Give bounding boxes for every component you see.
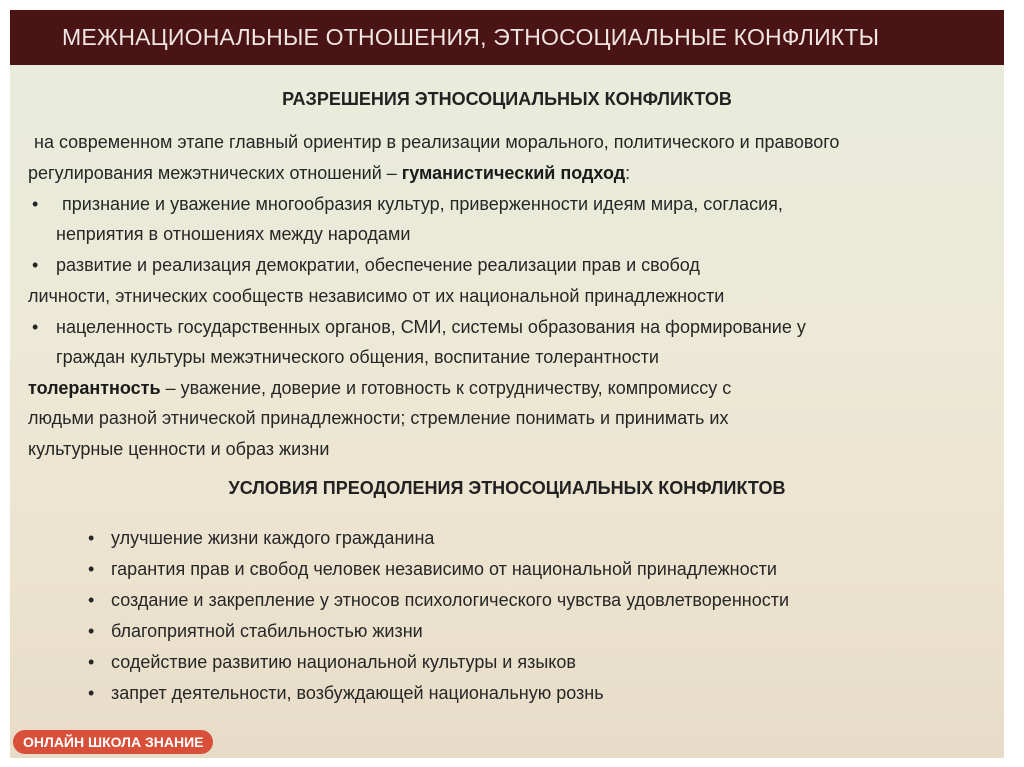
condition-item: содействие развитию национальной культуры и языков bbox=[111, 652, 576, 672]
definition-line-1 bbox=[28, 378, 731, 399]
bullet-marker: • bbox=[32, 255, 39, 275]
bullet-marker: • bbox=[88, 683, 95, 703]
section-heading-resolution: РАЗРЕШЕНИЯ ЭТНОСОЦИАЛЬНЫХ КОНФЛИКТОВ bbox=[282, 89, 732, 109]
title-bar bbox=[10, 10, 1004, 65]
definition-line-3: культурные ценности и образ жизни bbox=[28, 439, 330, 459]
bullet-marker: • bbox=[32, 194, 39, 214]
slide-title: МЕЖНАЦИОНАЛЬНЫЕ ОТНОШЕНИЯ, ЭТНОСОЦИАЛЬНЫЕ КОНФЛИКТЫ bbox=[62, 24, 880, 50]
bullet2-line-2: личности, этнических сообществ независимо от их национальной принадлежности bbox=[28, 286, 725, 306]
bullet2-line-1: развитие и реализация демократии, обеспечение реализации прав и свобод bbox=[56, 255, 700, 275]
condition-item: запрет деятельности, возбуждающей национальную рознь bbox=[111, 683, 604, 703]
intro-line-2 bbox=[28, 163, 630, 184]
bullet-marker: • bbox=[32, 317, 39, 337]
tolerance-term: толерантность bbox=[28, 378, 161, 398]
slide bbox=[10, 10, 1004, 758]
definition-line-2: людьми разной этнической принадлежности; стремление понимать и принимать их bbox=[28, 408, 729, 428]
definition-text: – уважение, доверие и готовность к сотрудничеству, компромиссу с bbox=[160, 378, 732, 398]
section-heading-conditions: УСЛОВИЯ ПРЕОДОЛЕНИЯ ЭТНОСОЦИАЛЬНЫХ КОНФЛИКТОВ bbox=[228, 478, 786, 498]
intro-text: регулирования межэтнических отношений – bbox=[28, 163, 402, 183]
condition-item: благоприятной стабильностью жизни bbox=[111, 621, 423, 641]
bullet-marker: • bbox=[88, 590, 95, 610]
bullet-marker: • bbox=[88, 621, 95, 641]
condition-item: гарантия прав и свобод человек независимо от национальной принадлежности bbox=[111, 559, 777, 579]
bullet-marker: • bbox=[88, 528, 95, 548]
bullet3-line-1: нацеленность государственных органов, СМИ, системы образования на формирование у bbox=[56, 317, 806, 337]
humanistic-approach-term: гуманистический подход bbox=[401, 163, 626, 183]
intro-colon: : bbox=[625, 163, 631, 183]
intro-line-1: на современном этапе главный ориентир в реализации морального, политического и правового bbox=[34, 132, 840, 152]
school-badge: ОНЛАЙН ШКОЛА ЗНАНИЕ bbox=[13, 730, 213, 754]
bullet3-line-2: граждан культуры межэтнического общения, воспитание толерантности bbox=[56, 347, 659, 367]
bullet1-line-1: признание и уважение многообразия культур, приверженности идеям мира, согласия, bbox=[62, 194, 783, 214]
bullet-marker: • bbox=[88, 559, 95, 579]
condition-item: создание и закрепление у этносов психологического чувства удовлетворенности bbox=[111, 590, 790, 610]
condition-item: улучшение жизни каждого гражданина bbox=[111, 528, 435, 548]
bullet1-line-2: неприятия в отношениях между народами bbox=[56, 224, 411, 244]
bullet-marker: • bbox=[88, 652, 95, 672]
